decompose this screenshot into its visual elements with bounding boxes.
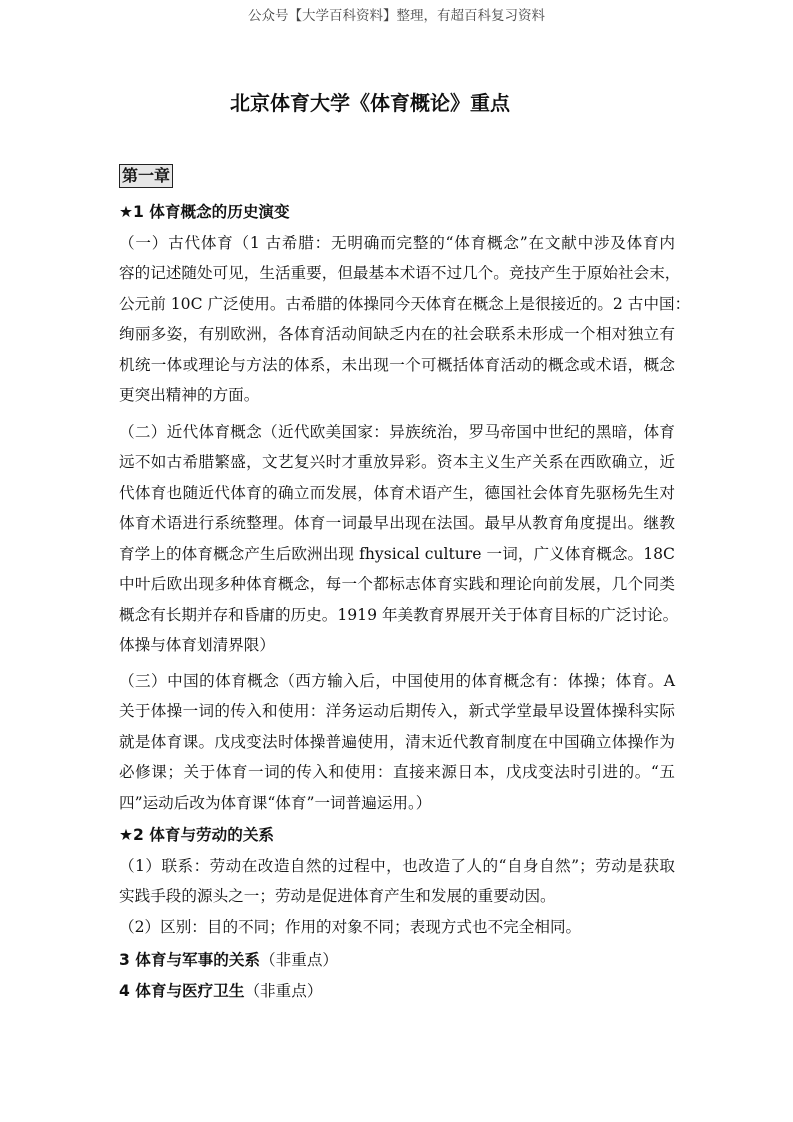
section-heading-text: ★2 体育与劳动的关系	[119, 826, 275, 844]
paragraph-difference	[119, 912, 675, 943]
text-line: 代体育也随近代体育的确立而发展，体育术语产生，德国社会体育先驱杨先生对	[119, 483, 675, 502]
section-heading	[119, 976, 675, 1007]
section-heading-text: 4 体育与医疗卫生	[119, 981, 245, 1000]
text-line: 体操与体育划清界限）	[119, 636, 275, 654]
page-header-note: 公众号【大学百科资料】整理，有超百科复习资料	[248, 8, 545, 24]
text-line: （二）近代体育概念（近代欧美国家：异族统治，罗马帝国中世纪的黑暗，体育	[119, 422, 675, 441]
text-line: 四”运动后改为体育课“体育”一词普遍运用。）	[119, 793, 432, 812]
text-line: 就是体育课。戊戌变法时体操普遍使用，清末近代教育制度在中国确立体操作为	[119, 732, 675, 751]
text-line: 容的记述随处可见，生活重要，但最基本术语不过几个。竞技产生于原始社会末，	[119, 264, 681, 282]
text-line: （三）中国的体育概念（西方输入后，中国使用的体育概念有：体操；体育。A	[119, 671, 675, 690]
text-line: （1）联系：劳动在改造自然的过程中，也改造了人的“自身自然”；劳动是获取	[119, 856, 675, 875]
text-line: 关于体操一词的传入和使用：洋务运动后期传入，新式学堂最早设置体操科实际	[119, 702, 675, 720]
paragraph-connection	[119, 851, 675, 912]
section-heading	[119, 820, 675, 851]
text-line: 远不如古希腊繁盛，文艺复兴时才重放异彩。资本主义生产关系在西欧确立，近	[119, 453, 675, 471]
text-line: 实践手段的源头之一；劳动是促进体育产生和发展的重要动因。	[119, 887, 556, 905]
text-line: 绚丽多姿，有别欧洲，各体育活动间缺乏内在的社会联系未形成一个相对独立有	[119, 325, 675, 343]
text-line: 中叶后欧出现多种体育概念，每一个都标志体育实践和理论向前发展，几个同类	[119, 575, 675, 593]
text-line: 更突出精神的方面。	[119, 386, 260, 404]
document-title: 北京体育大学《体育概论》重点	[230, 91, 510, 115]
section-note: （非重点）	[244, 981, 323, 1000]
paragraph-modern	[119, 417, 679, 661]
paragraph-china	[119, 666, 675, 819]
section-heading	[119, 945, 675, 976]
text-line: 体育术语进行系统整理。体育一词最早出现在法国。最早从教育角度提出。继教	[119, 514, 675, 532]
text-line: 公元前 10C 广泛使用。古希腊的体操同今天体育在概念上是很接近的。2 古中国：	[119, 294, 691, 313]
text-line: （一）古代体育（1 古希腊：无明确而完整的“体育概念”在文献中涉及体育内	[119, 233, 675, 252]
text-line: 概念有长期并存和昏庸的历史。1919 年美教育界展开关于体育目标的广泛讨论。	[119, 605, 679, 624]
section-1	[119, 197, 691, 1006]
section-note: （非重点）	[260, 951, 339, 969]
section-heading-text: 3 体育与军事的关系	[119, 951, 261, 969]
chapter-heading: 第一章	[119, 164, 173, 188]
paragraph-ancient	[119, 228, 691, 411]
text-line: 机统一体或理论与方法的体系，未出现一个可概括体育活动的概念或术语，概念	[119, 355, 675, 374]
text-line: （2）区别：目的不同；作用的对象不同；表现方式也不完全相同。	[119, 917, 582, 936]
section-heading-text: ★1 体育概念的历史演变	[119, 203, 290, 221]
section-heading	[119, 197, 675, 228]
text-line: 必修课；关于体育一词的传入和使用：直接来源日本，戊戌变法时引进的。“五	[119, 763, 675, 781]
text-line: 育学上的体育概念产生后欧洲出现 fhysical culture 一词，广义体育概念。18C	[119, 544, 675, 563]
